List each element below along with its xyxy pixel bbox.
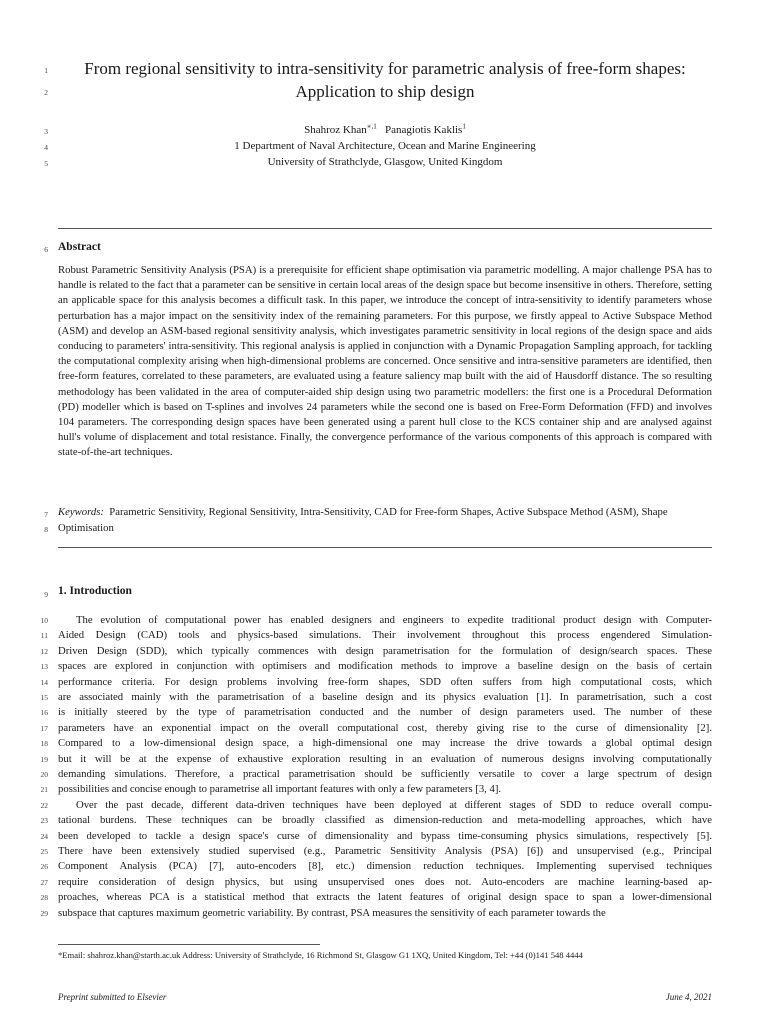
intro-line: subspace that captures maximum geometric variability. By contrast, PSA measures the sensitivity of each parameter towards the — [58, 906, 606, 919]
line-number: 23 — [40, 816, 48, 826]
keywords-text: Parametric Sensitivity, Regional Sensitivity, Intra-Sensitivity, CAD for Free-form Shapes, Active Subspace Method (ASM), Shape Optimisation — [58, 506, 668, 534]
intro-line: tational burdens. These techniques can be broadly classified as dimension-reduction and meta-modelling approaches, which have — [58, 814, 712, 827]
line-number: 3 — [44, 127, 48, 136]
affiliation-line2: University of Strathclyde, Glasgow, United Kingdom — [267, 156, 503, 168]
footnote: *Email: shahroz.khan@starth.ac.uk Address: University of Strathclyde, 16 Richmond St, Glasgow G1 1XQ, United Kingdom, Tel: +44 (0)141 548 4444 — [58, 950, 583, 960]
line-number: 20 — [40, 770, 48, 779]
keywords-label: Keywords: — [58, 506, 104, 518]
intro-line: but it will be at the expense of exhaustive exploration resulting in an evaluation of numerous designs involving computationally — [58, 752, 712, 765]
intro-line: Compared to a low-dimensional design space, a high-dimensional one may increase the drive towards a global optimal design — [58, 737, 712, 750]
line-number: 24 — [40, 831, 48, 841]
line-number: 15 — [40, 693, 48, 702]
intro-line: are associated mainly with the parametrisation of a baseline design and its physics evaluation [1]. In parametrisation, such a cost — [58, 691, 712, 703]
intro-line: There have been extensively studied supervised (e.g., Parametric Sensitivity Analysis (PSA) [6]) and unsupervised (e.g., Principal — [58, 845, 712, 857]
line-number: 22 — [40, 800, 48, 810]
line-number: 21 — [40, 785, 48, 795]
line-number: 1 — [44, 66, 48, 75]
line-number: 12 — [40, 646, 48, 656]
intro-line: require consideration of design physics, but using unsupervised ones does not. Auto-encoders are machine learning-based ap- — [58, 875, 712, 888]
intro-line: Over the past decade, different data-driven techniques have been deployed at different stages of SDD to reduce overall compu- — [76, 798, 712, 811]
intro-line: Component Analysis (PCA) [7], auto-encoders [8], etc.) dimension reduction techniques. Implementing supervised techniques — [58, 860, 712, 873]
footnote-divider — [58, 944, 320, 945]
paper-title-line1: From regional sensitivity to intra-sensitivity for parametric analysis of free-form shapes: — [84, 59, 686, 78]
line-number: 6 — [44, 245, 48, 254]
divider — [58, 547, 712, 548]
divider — [58, 228, 712, 229]
line-number: 29 — [40, 908, 48, 918]
line-number: 9 — [44, 590, 48, 599]
line-number: 17 — [40, 723, 48, 733]
intro-line: spaces are explored in conjunction with optimisers and modification methods to improve a baseline design on the basis of certain — [58, 660, 712, 673]
intro-line: been developed to tackle a design space's curse of dimensionality and bypass time-consuming physics simulations, respectively [5]. — [58, 829, 712, 842]
line-number: 10 — [40, 616, 48, 625]
paper-title-line2: Application to ship design — [295, 82, 475, 101]
footer-left: Preprint submitted to Elsevier — [58, 992, 167, 1002]
line-number: 7 — [44, 510, 48, 519]
authors: Shahroz Khan$^{∗,1}$ Panagiotis Kaklis$^1$ — [304, 122, 466, 136]
footer-right: June 4, 2021 — [665, 992, 712, 1002]
line-number: 28 — [40, 893, 48, 903]
intro-line: The evolution of computational power has enabled designers and engineers to expedite traditional product design with Computer- — [76, 614, 712, 626]
abstract-text: Robust Parametric Sensitivity Analysis (PSA) is a prerequisite for efficient shape optimisation via parametric modelling. A major challenge PSA has to handle is related to the fact that a parameter can be sensitive in certain local areas of the design space but become insensitive in others. Therefore, setting an applicable space for this analysis becomes a difficult task. In this paper, we introduce the concept of intra-sensitivity to identify parameters whose perturbation has a major impact on the sensitivity index of the remaining parameters. For this purpose, we firstly appeal to Active Subspace Method (ASM) and develop an ASM-based regional sensitivity analysis, which investigates parametric sensitivity in local regions of the design space and aids conducing to parameters' intra-sensitivity. This regional analysis is applied in conjunction with a Dynamic Propagation Sampling approach, for tackling the computational complexity arising when high-dimensional problems are concerned. Once sensitive and intra-sensitive parameters are identified, then free-form features, correlated to these parameters, are evaluated using a feature saliency map built with the aid of Hausdorff distance. The so resulting methodology has been validated in the area of computer-aided ship design using two parametric modellers: the first one is a Procedural Deformation (PD) modeller which is based on T-splines and involves 24 parameters while the second one is based on Free-Form Deformation (FFD) and involves 104 parameters. The corresponding design spaces have been generated using a parent hull close to the KCS container ship and are analysed against hull's volume of displacement and total resistance. Finally, the convergence performance of the various components of this approach is compared with state-of-the-art techniques. — [58, 264, 712, 459]
line-number: 14 — [40, 677, 48, 687]
line-number: 19 — [40, 754, 48, 764]
affiliation-line1: 1 Department of Naval Architecture, Ocean and Marine Engineering — [234, 140, 536, 152]
intro-line: parameters have an exponential impact on the overall computational cost, thereby giving rise to the curse of dimensionality [2]. — [58, 721, 712, 734]
intro-line: demanding simulations. Therefore, a practical parametrisation should be sufficiently versatile to cover a large spectrum of design — [58, 768, 712, 780]
intro-line: performance criteria. For design problems involving free-form shapes, SDD often suffers from high computational costs, which — [58, 675, 712, 688]
line-number: 13 — [40, 662, 48, 672]
intro-line: is initially steered by the type of parametrisation conducted and the number of design parameters used. The number of these — [58, 706, 712, 719]
line-number: 2 — [44, 88, 48, 97]
line-number: 8 — [44, 525, 48, 534]
abstract-heading: Abstract — [58, 241, 101, 253]
intro-line: possibilities and concise enough to parametrise all important features with only a few parameters [3, 4]. — [58, 783, 502, 796]
line-number: 11 — [40, 631, 48, 641]
line-number: 26 — [40, 862, 48, 872]
intro-line: Aided Design (CAD) tools and physics-based simulations. Their involvement throughout this process engendered Simulation- — [58, 629, 712, 642]
intro-line: Driven Design (SDD), which typically commences with design parametrisation for the formulation of design/search spaces. These — [58, 644, 712, 657]
line-number: 16 — [40, 708, 48, 718]
intro-line: proaches, whereas PCA is a statistical method that extracts the latent features of original design space to span a lower-dimensional — [58, 891, 712, 904]
section-heading: 1. Introduction — [58, 585, 132, 597]
line-number: 25 — [40, 847, 48, 856]
keywords — [58, 504, 712, 536]
line-number: 5 — [44, 159, 48, 168]
line-number: 27 — [40, 877, 48, 887]
line-number: 4 — [44, 143, 48, 152]
line-number: 18 — [40, 739, 48, 749]
